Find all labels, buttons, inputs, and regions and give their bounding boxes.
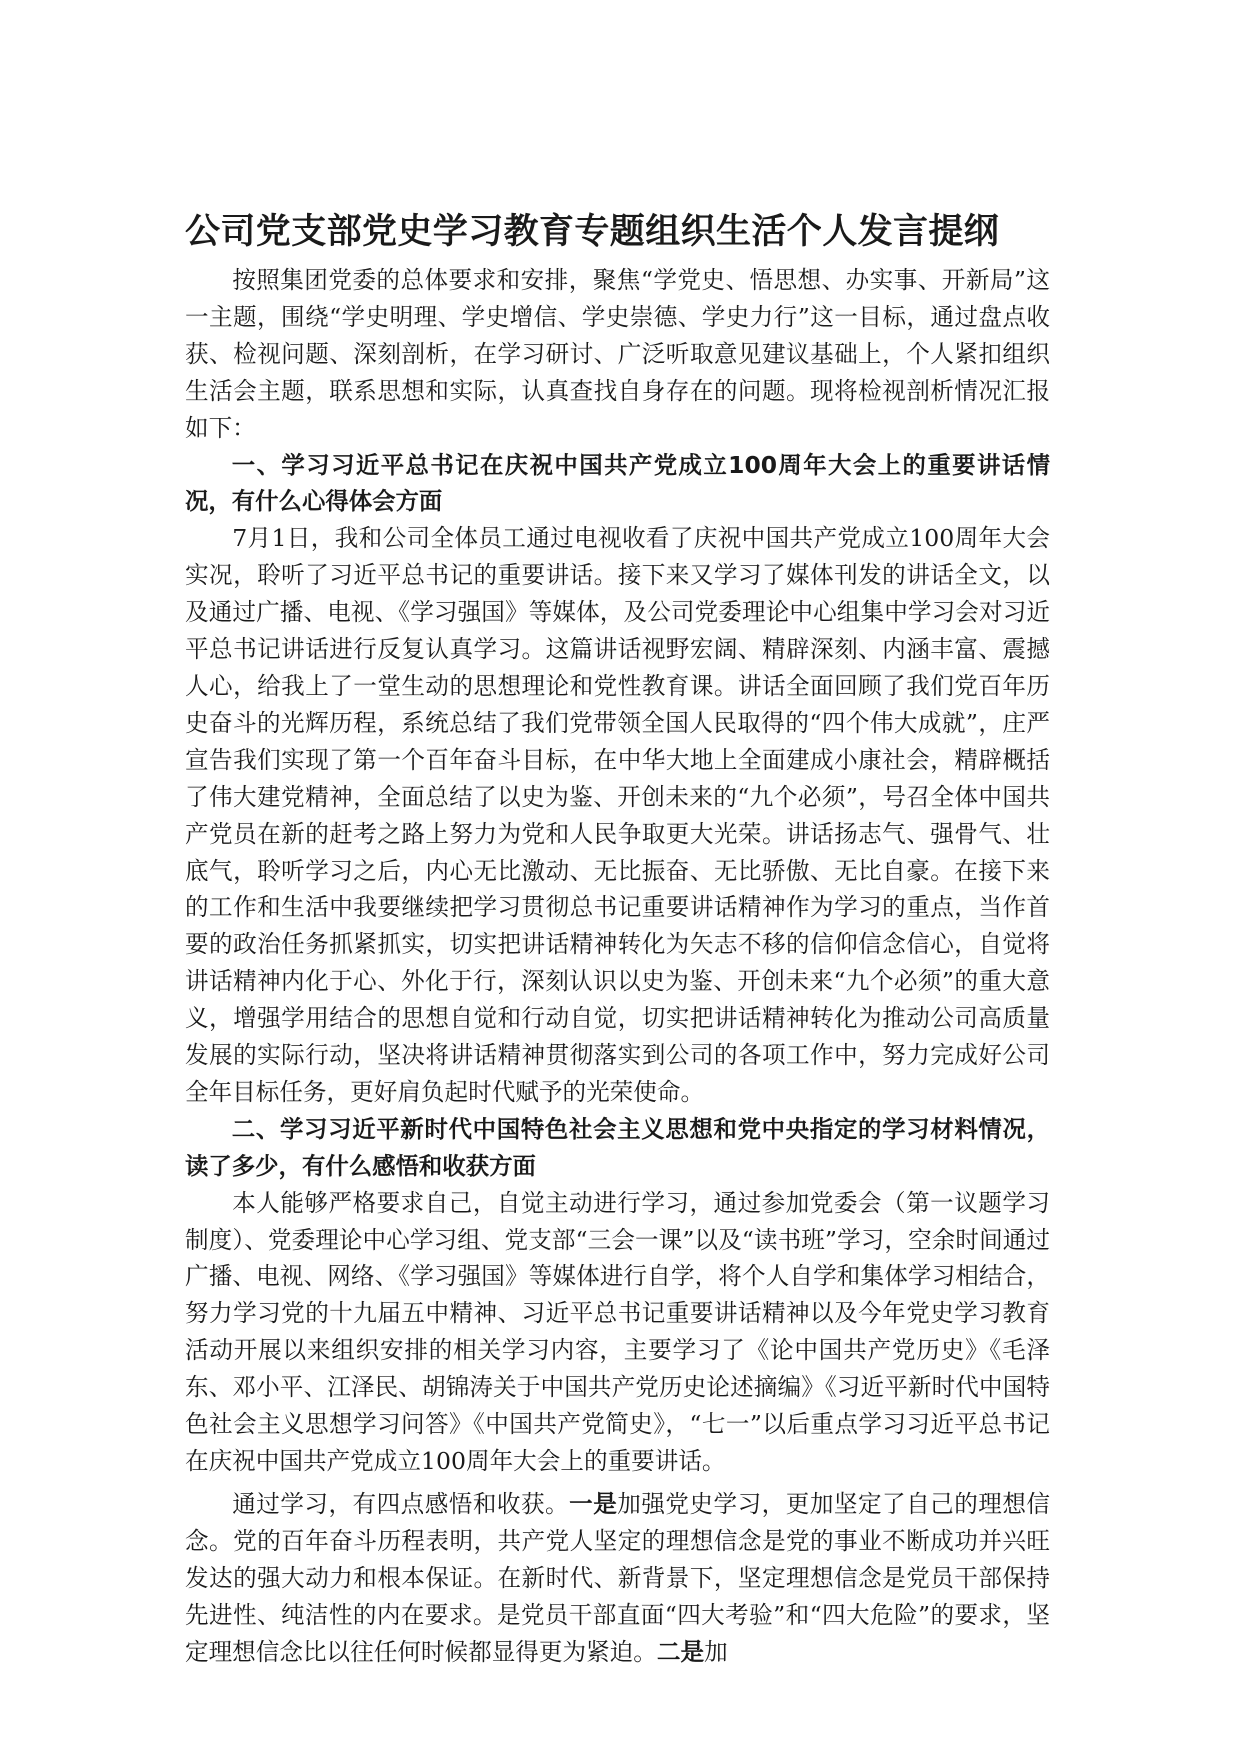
- section-2-paragraph-2: [185, 1486, 1050, 1671]
- section-2-paragraph-1: 本人能够严格要求自己，自觉主动进行学习，通过参加党委会（第一议题学习制度）、党委理论中心学习组、党支部“三会一课”以及“读书班”学习，空余时间通过广播、电视、网络、《学习强国》等媒体进行自学，将个人自学和集体学习相结合，努力学习党的十九届五中精神、习近平总书记重要讲话精神以及今年党史学习教育活动开展以来组织安排的相关学习内容，主要学习了《论中国共产党历史》《毛泽东、邓小平、江泽民、胡锦涛关于中国共产党历史论述摘编》《习近平新时代中国特色社会主义思想学习问答》《中国共产党简史》，“七一”以后重点学习习近平总书记在庆祝中国共产党成立100周年大会上的重要讲话。: [185, 1188, 1050, 1475]
- paragraph-text: 通过学习，有四点感悟和收获。: [232, 1489, 570, 1518]
- emphasis-text: 一是: [569, 1489, 618, 1518]
- section-2-heading: 二、学习习近平新时代中国特色社会主义思想和党中央指定的学习材料情况，读了多少，有什么感悟和收获方面: [185, 1114, 1050, 1180]
- intro-paragraph: 按照集团党委的总体要求和安排，聚焦“学党史、悟思想、办实事、开新局”这一主题，围绕“学史明理、学史增信、学史崇德、学史力行”这一目标，通过盘点收获、检视问题、深刻剖析，在学习研讨、广泛听取意见建议基础上，个人紧扣组织生活会主题，联系思想和实际，认真查找自身存在的问题。现将检视剖析情况汇报如下：: [185, 266, 1050, 442]
- section-1-heading: 一、学习习近平总书记在庆祝中国共产党成立100周年大会上的重要讲话情况，有什么心得体会方面: [185, 450, 1050, 516]
- emphasis-text: 二是: [656, 1637, 705, 1666]
- section-1-paragraph: 7月1日，我和公司全体员工通过电视收看了庆祝中国共产党成立100周年大会实况，聆听了习近平总书记的重要讲话。接下来又学习了媒体刊发的讲话全文，以及通过广播、电视、《学习强国》等媒体，及公司党委理论中心组集中学习会对习近平总书记讲话进行反复认真学习。这篇讲话视野宏阔、精辟深刻、内涵丰富、震撼人心，给我上了一堂生动的思想理论和党性教育课。讲话全面回顾了我们党百年历史奋斗的光辉历程，系统总结了我们党带领全国人民取得的“四个伟大成就”，庄严宣告我们实现了第一个百年奋斗目标，在中华大地上全面建成小康社会，精辟概括了伟大建党精神，全面总结了以史为鉴、开创未来的“九个必须”，号召全体中国共产党员在新的赶考之路上努力为党和人民争取更大光荣。讲话扬志气、强骨气、壮底气，聆听学习之后，内心无比激动、无比振奋、无比骄傲、无比自豪。在接下来的工作和生活中我要继续把学习贯彻总书记重要讲话精神作为学习的重点，当作首要的政治任务抓紧抓实，切实把讲话精神转化为矢志不移的信仰信念信心，自觉将讲话精神内化于心、外化于行，深刻认识以史为鉴、开创未来“九个必须”的重大意义，增强学用结合的思想自觉和行动自觉，切实把讲话精神转化为推动公司高质量发展的实际行动，坚决将讲话精神贯彻落实到公司的各项工作中，努力完成好公司全年目标任务，更好肩负起时代赋予的光荣使命。: [185, 524, 1050, 1106]
- document-body: [185, 262, 1050, 1670]
- document-title: 公司党支部党史学习教育专题组织生活个人发言提纲: [185, 212, 1000, 252]
- paragraph-text: 加: [704, 1637, 728, 1666]
- paragraph-text: 加强党史学习，更加坚定了自己的理想信念。党的百年奋斗历程表明，共产党人坚定的理想信念是党的事业不断成功并兴旺发达的强大动力和根本保证。在新时代、新背景下，坚定理想信念是党员干部保持先进性、纯洁性的内在要求。是党员干部直面“四大考验”和“四大危险”的要求，坚定理想信念比以往任何时候都显得更为紧迫。: [185, 1489, 1051, 1666]
